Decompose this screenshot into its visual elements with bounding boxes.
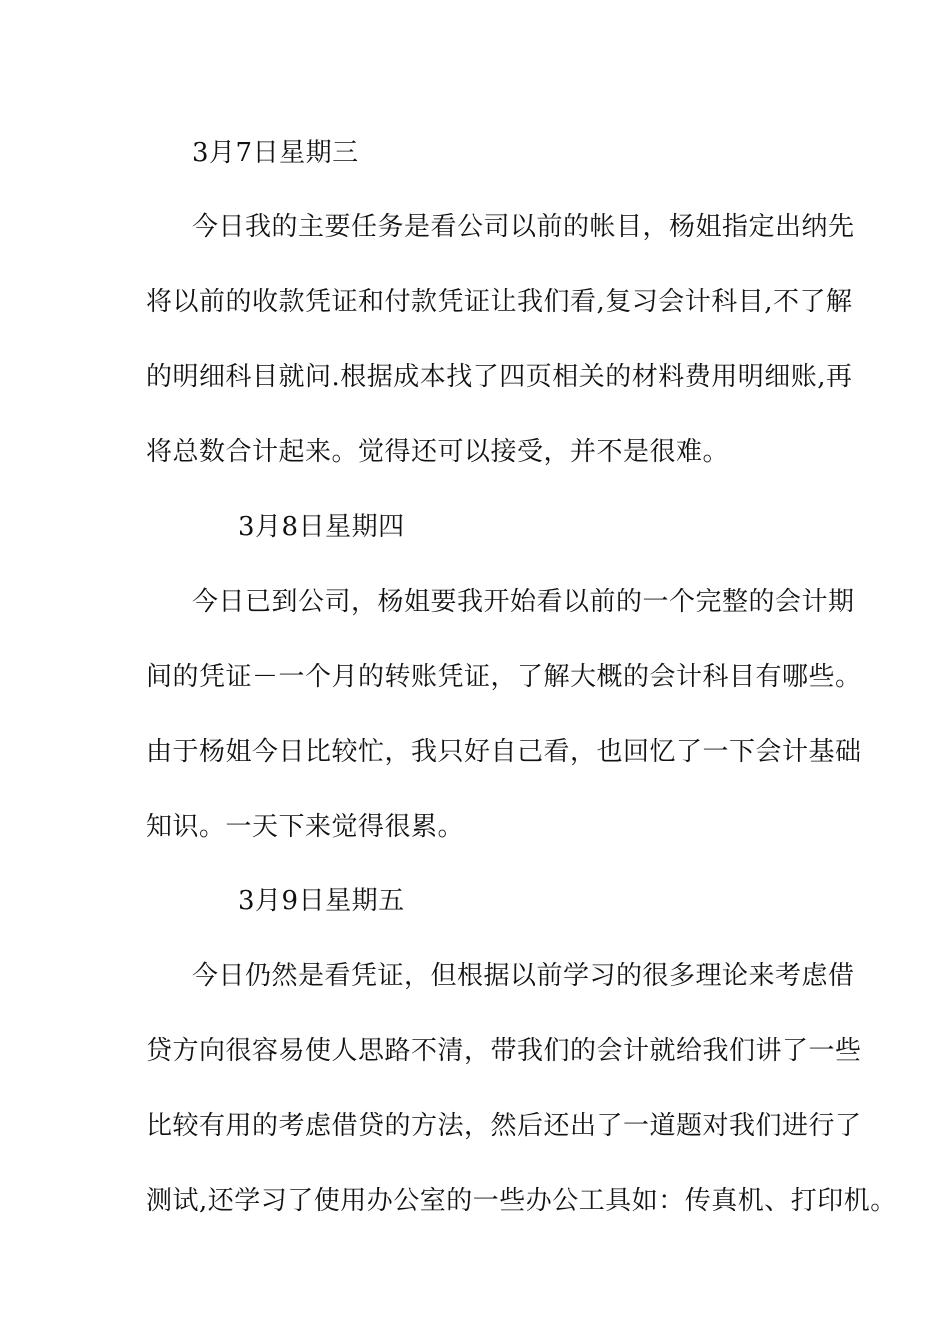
paragraph-line: 将以前的收款凭证和付款凭证让我们看,复习会计科目,不了解: [146, 287, 853, 317]
entry-date: 3月8日星期四: [238, 512, 405, 542]
paragraph-line: 的明细科目就问.根据成本找了四页相关的材料费用明细账,再: [146, 362, 853, 392]
paragraph-line: 贷方向很容易使人思路不清，带我们的会计就给我们讲了一些: [146, 1036, 862, 1066]
paragraph-line: 知识。一天下来觉得很累。: [146, 812, 465, 842]
paragraph-line: 将总数合计起来。觉得还可以接受，并不是很难。: [146, 437, 730, 467]
paragraph-line: 今日仍然是看凭证，但根据以前学习的很多理论来考虑借: [192, 961, 855, 991]
paragraph-line: 今日已到公司，杨姐要我开始看以前的一个完整的会计期: [192, 587, 855, 617]
paragraph-line: 由于杨姐今日比较忙，我只好自己看，也回忆了一下会计基础: [146, 737, 862, 767]
paragraph-line: 间的凭证－一个月的转账凭证，了解大概的会计科目有哪些。: [146, 662, 862, 692]
entry-date: 3月7日星期三: [192, 138, 359, 168]
entry-date: 3月9日星期五: [238, 886, 405, 916]
paragraph-line: 测试,还学习了使用办公室的一些办公工具如：传真机、打印机。: [146, 1186, 897, 1216]
paragraph-line: 今日我的主要任务是看公司以前的帐目，杨姐指定出纳先: [192, 212, 855, 242]
paragraph-line: 比较有用的考虑借贷的方法，然后还出了一道题对我们进行了: [146, 1111, 862, 1141]
